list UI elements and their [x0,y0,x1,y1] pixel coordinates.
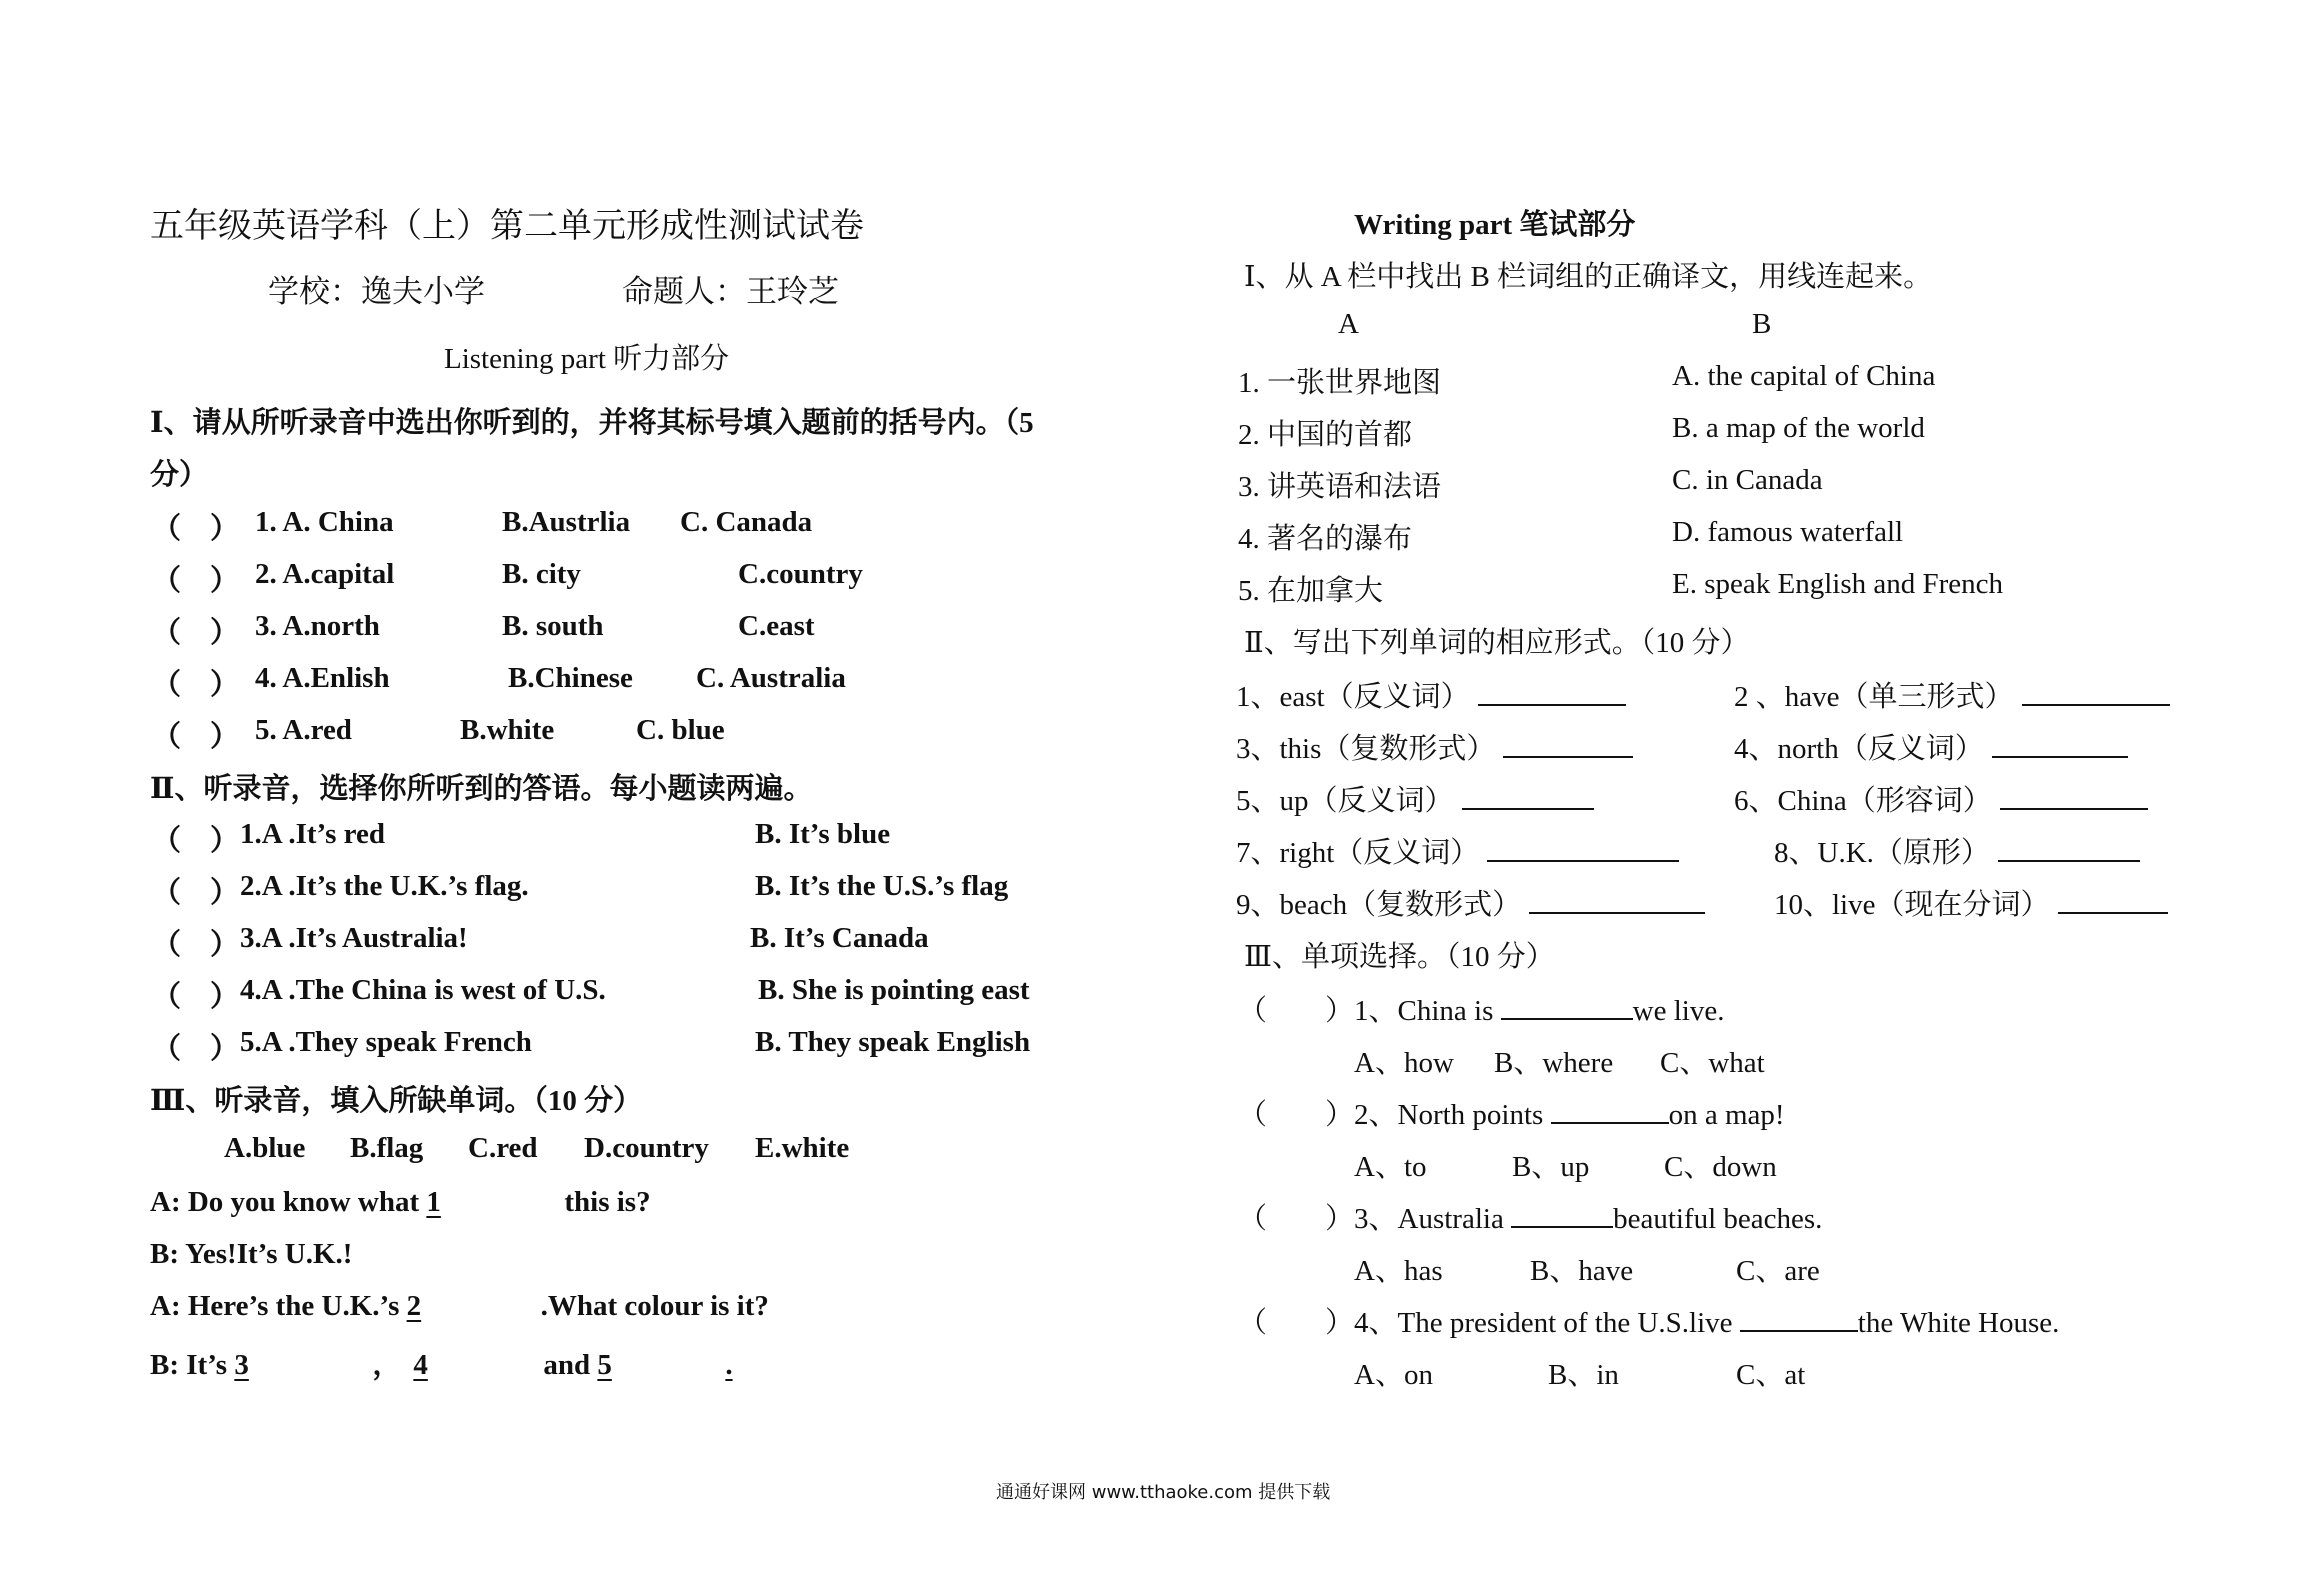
word-form-item: 2 、have（单三形式） [1734,674,2170,715]
answer-bracket[interactable]: （ ） [1238,1099,1355,1131]
mc-option[interactable]: B、up [1512,1151,1590,1183]
option-a: 4.A .The China is west of U.S. [240,974,606,1006]
mc-option[interactable]: C、are [1736,1255,1820,1287]
answer-blank[interactable] [1740,1304,1858,1332]
option-c: C. Canada [680,506,813,538]
mc-option[interactable]: B、where [1494,1047,1614,1079]
answer-bracket[interactable]: （ ） [152,981,240,1013]
answer-bracket[interactable]: （ ） [152,617,240,649]
mc-option[interactable]: A、how [1354,1047,1454,1079]
section-3-heading: Ⅲ、听录音，填入所缺单词。（10 分） [150,1085,643,1117]
word-form-item: 7、right（反义词） [1236,830,1679,871]
column-a-label: A [1338,308,1359,340]
mc-option[interactable]: A、on [1354,1359,1433,1391]
option-c: C. Australia [696,662,846,694]
answer-bracket[interactable]: （ ） [152,929,240,961]
option-b: B. It’s blue [755,818,891,850]
answer-bracket[interactable]: （ ） [152,669,240,701]
option-a: 2. A.capital [255,558,395,590]
word-form-item: 9、beach（复数形式） [1236,882,1705,923]
mc-option[interactable]: C、what [1660,1047,1765,1079]
match-item-b[interactable]: B. a map of the world [1672,412,1925,444]
r-section-3-heading: Ⅲ、单项选择。（10 分） [1244,941,1555,973]
mc-question-4: （ ）4、The president of the U.S.live the White House. [1238,1300,2059,1341]
answer-blank[interactable] [2058,886,2168,914]
mc-question-3: （ ）3、Australia beautiful beaches. [1238,1196,1822,1237]
answer-blank[interactable] [1551,1096,1669,1124]
option-b: B. She is pointing east [758,974,1030,1006]
answer-blank[interactable] [1478,678,1626,706]
option-b: B. It’s Canada [750,922,929,954]
answer-blank[interactable] [1487,834,1679,862]
word-form-item: 10、live（现在分词） [1774,882,2168,923]
answer-bracket[interactable]: （ ） [152,565,240,597]
option-b: B.Chinese [508,662,633,694]
answer-bracket[interactable]: （ ） [152,1033,240,1065]
word-option: B.flag [350,1132,424,1164]
word-form-item: 5、up（反义词） [1236,778,1594,819]
option-b: B. south [502,610,604,642]
answer-blank[interactable] [1503,730,1633,758]
mc-question-1: （ ）1、China is we live. [1238,988,1724,1029]
dialogue-line-2: B: Yes!It’s U.K.! [150,1238,353,1270]
word-option: D.country [584,1132,709,1164]
answer-blank[interactable] [1501,992,1633,1020]
author-label: 命题人：王玲芝 [622,274,839,309]
section-2-heading: Ⅱ、听录音，选择你所听到的答语。每小题读两遍。 [150,773,813,805]
word-form-item: 3、this（复数形式） [1236,726,1633,767]
match-item-a[interactable]: 4. 著名的瀑布 [1238,523,1413,555]
option-a: 3. A.north [255,610,380,642]
column-b-label: B [1752,308,1772,340]
answer-bracket[interactable]: （ ） [152,513,240,545]
option-b: B. city [502,558,581,590]
answer-blank[interactable] [1511,1200,1613,1228]
word-form-item: 6、China（形容词） [1734,778,2148,819]
option-a: 4. A.Enlish [255,662,390,694]
mc-option[interactable]: C、down [1664,1151,1777,1183]
exam-title: 五年级英语学科（上）第二单元形成性测试试卷 [150,208,864,245]
section-1-heading: Ⅰ、请从所听录音中选出你听到的，并将其标号填入题前的括号内。（5 [150,407,1034,439]
option-b: B.white [460,714,555,746]
blank-3[interactable]: 3 [234,1349,249,1381]
mc-option[interactable]: A、to [1354,1151,1427,1183]
option-c: C.east [738,610,815,642]
answer-bracket[interactable]: （ ） [152,825,240,857]
blank-5[interactable]: 5 [597,1349,612,1381]
match-item-b[interactable]: C. in Canada [1672,464,1823,496]
word-option: A.blue [224,1132,306,1164]
writing-part-header: Writing part 笔试部分 [1354,209,1636,241]
listening-part-header: Listening part 听力部分 [444,343,730,375]
dialogue-line-1: A: Do you know what 1 this is? [150,1186,651,1218]
word-form-item: 1、east（反义词） [1236,674,1626,715]
answer-blank[interactable] [2000,782,2148,810]
option-a: 5. A.red [255,714,352,746]
option-a: 1.A .It’s red [240,818,385,850]
footer-watermark: 通通好课网 www.tthaoke.com 提供下载 [996,1482,1331,1503]
option-b: B. They speak English [755,1026,1031,1058]
option-a: 5.A .They speak French [240,1026,532,1058]
option-b: B. It’s the U.S.’s flag [755,870,1009,902]
match-item-a[interactable]: 5. 在加拿大 [1238,575,1384,607]
school-label: 学校：逸夫小学 [268,274,485,309]
answer-bracket[interactable]: （ ） [152,721,240,753]
option-a: 1. A. China [255,506,394,538]
word-form-item: 4、north（反义词） [1734,726,2128,767]
answer-blank[interactable] [1992,730,2128,758]
blank-1[interactable]: 1 [426,1186,441,1218]
option-a: 2.A .It’s the U.K.’s flag. [240,870,529,902]
match-item-b[interactable]: D. famous waterfall [1672,516,1904,548]
dialogue-line-4: B: It’s 3 ， 4 and 5 . [150,1349,733,1381]
answer-bracket[interactable]: （ ） [1238,995,1355,1027]
answer-blank[interactable] [1529,886,1705,914]
r-section-1-heading: Ⅰ、从 A 栏中找出 B 栏词组的正确译文，用线连起来。 [1244,261,1933,293]
option-c: C. blue [636,714,725,746]
match-item-a[interactable]: 1. 一张世界地图 [1238,367,1442,399]
word-option: C.red [468,1132,538,1164]
match-item-b[interactable]: A. the capital of China [1672,360,1936,392]
answer-blank[interactable] [2022,678,2170,706]
option-c: C.country [738,558,863,590]
mc-option[interactable]: A、has [1354,1255,1443,1287]
option-b: B.Austrlia [502,506,631,538]
mc-option[interactable]: C、at [1736,1359,1806,1391]
r-section-2-heading: Ⅱ、写出下列单词的相应形式。（10 分） [1244,627,1750,659]
blank-4[interactable]: 4 [413,1349,428,1381]
answer-bracket[interactable]: （ ） [1238,1307,1355,1339]
word-option: E.white [755,1132,850,1164]
answer-bracket[interactable]: （ ） [1238,1203,1355,1235]
blank-2[interactable]: 2 [406,1290,422,1322]
dialogue-line-3: A: Here’s the U.K.’s 2 .What colour is it? [150,1290,769,1322]
mc-question-2: （ ）2、North points on a map! [1238,1092,1785,1133]
mc-option[interactable]: B、have [1530,1255,1634,1287]
match-item-a[interactable]: 2. 中国的首都 [1238,419,1413,451]
answer-blank[interactable] [1998,834,2140,862]
option-a: 3.A .It’s Australia! [240,922,468,954]
mc-option[interactable]: B、in [1548,1359,1619,1391]
match-item-a[interactable]: 3. 讲英语和法语 [1238,471,1442,503]
section-1-heading-cont: 分） [150,459,209,491]
answer-bracket[interactable]: （ ） [152,877,240,909]
word-form-item: 8、U.K.（原形） [1774,830,2140,871]
match-item-b[interactable]: E. speak English and French [1672,568,2004,600]
answer-blank[interactable] [1462,782,1594,810]
